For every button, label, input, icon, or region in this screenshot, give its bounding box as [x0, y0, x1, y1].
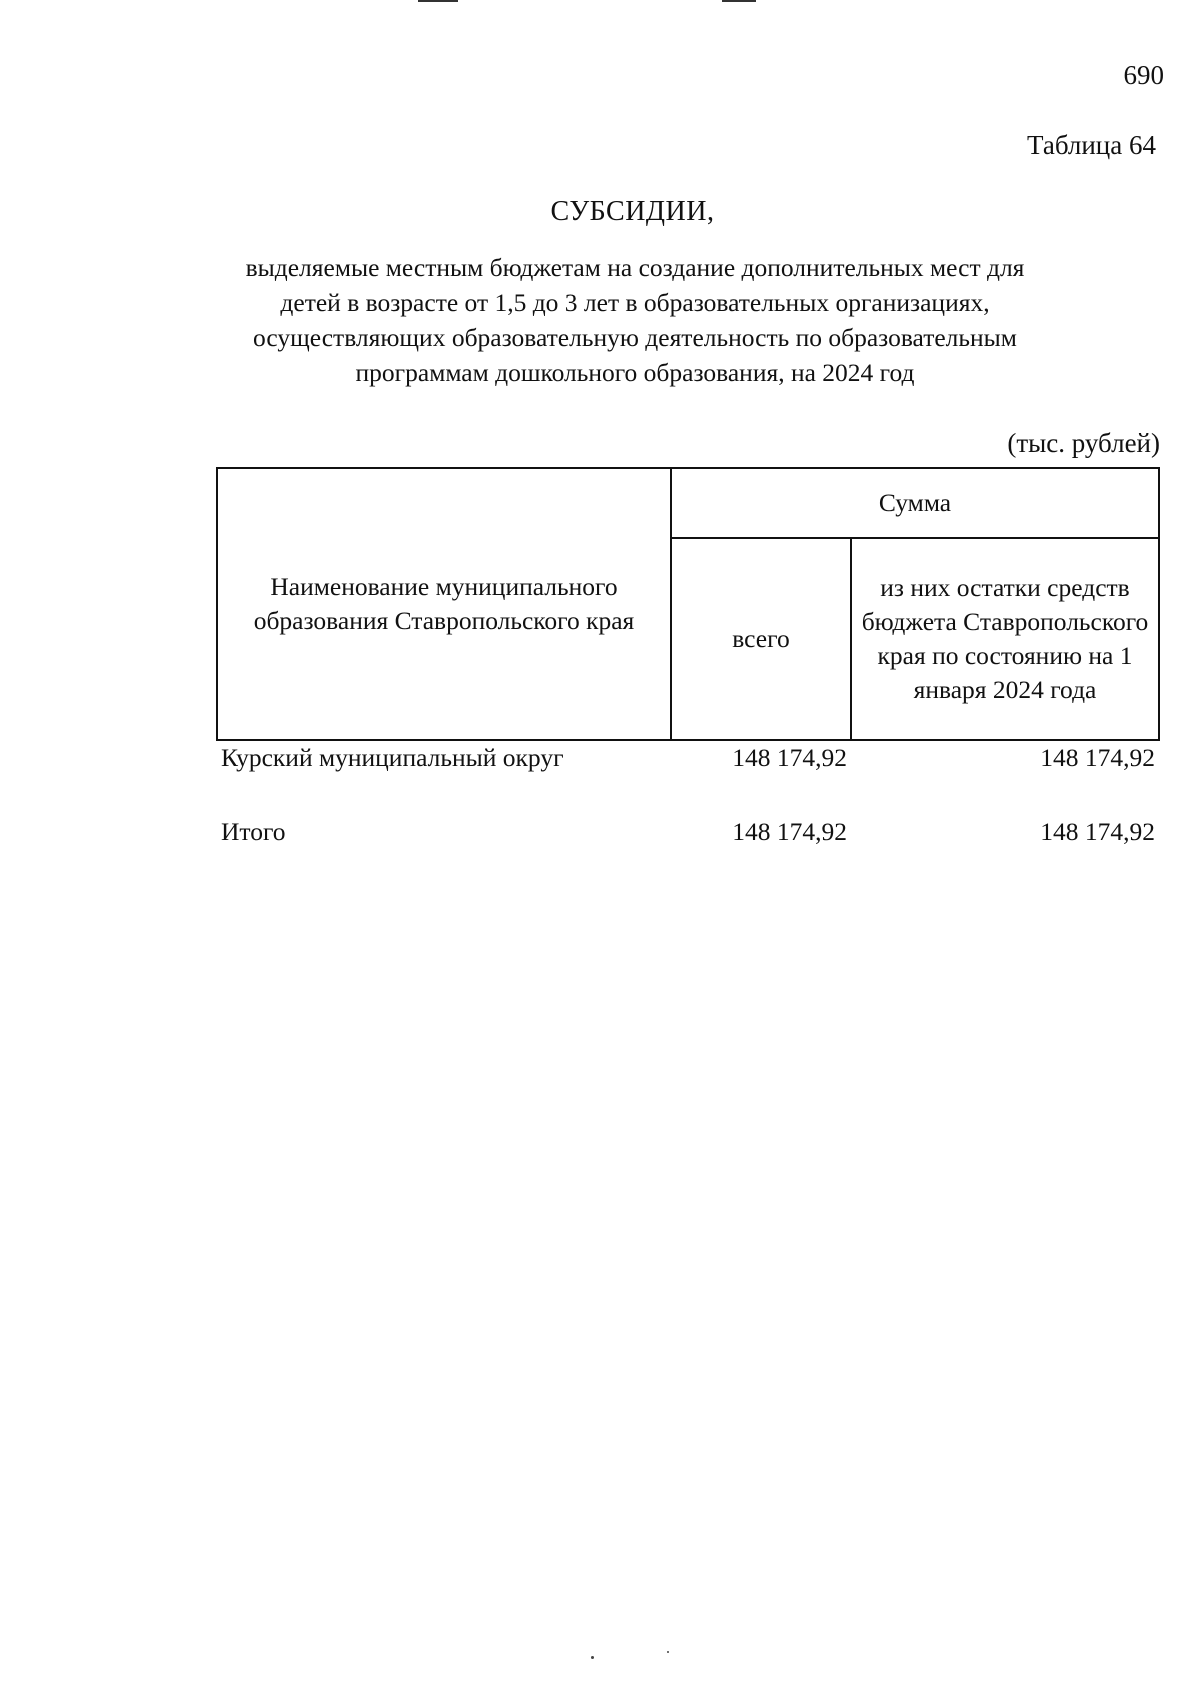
scan-artifact-line — [418, 0, 458, 2]
document-title: СУБСИДИИ, — [550, 196, 715, 227]
scan-artifact-dot — [591, 1656, 594, 1659]
header-sum: Сумма — [671, 468, 1159, 538]
total-amount: 148 174,92 — [732, 817, 847, 846]
table-number: Таблица 64 — [1027, 130, 1156, 160]
row-municipality: Курский муниципальный округ — [221, 743, 564, 772]
row-remaining-funds: 148 174,92 — [1040, 743, 1155, 772]
total-remaining-funds: 148 174,92 — [1040, 817, 1155, 846]
header-remaining-funds: из них остатки средств бюджета Ставропольского края по состоянию на 1 января 2024 года — [851, 538, 1159, 740]
subtitle-line: выделяемые местным бюджетам на создание дополнительных мест для — [245, 253, 1025, 282]
table-row — [217, 740, 1159, 777]
header-total: всего — [671, 538, 851, 740]
total-label: Итого — [221, 817, 286, 846]
subtitle-line: программам дошкольного образования, на 2024 год — [355, 358, 915, 387]
scan-artifact-dot — [667, 1651, 669, 1653]
subsidy-table — [216, 467, 1160, 851]
table-total-row — [217, 815, 1159, 851]
row-total: 148 174,92 — [732, 743, 847, 772]
units-label: (тыс. рублей) — [1007, 428, 1160, 458]
page-number: 690 — [1123, 60, 1164, 90]
subtitle-line: детей в возрасте от 1,5 до 3 лет в образовательных организациях, — [280, 288, 990, 317]
header-municipality: Наименование муниципального образования Ставропольского края — [217, 468, 671, 740]
subtitle-line: осуществляющих образовательную деятельность по образовательным — [253, 323, 1017, 352]
document-subtitle — [220, 250, 1050, 390]
table-spacer — [217, 777, 1159, 815]
scan-artifact-line — [722, 0, 756, 2]
